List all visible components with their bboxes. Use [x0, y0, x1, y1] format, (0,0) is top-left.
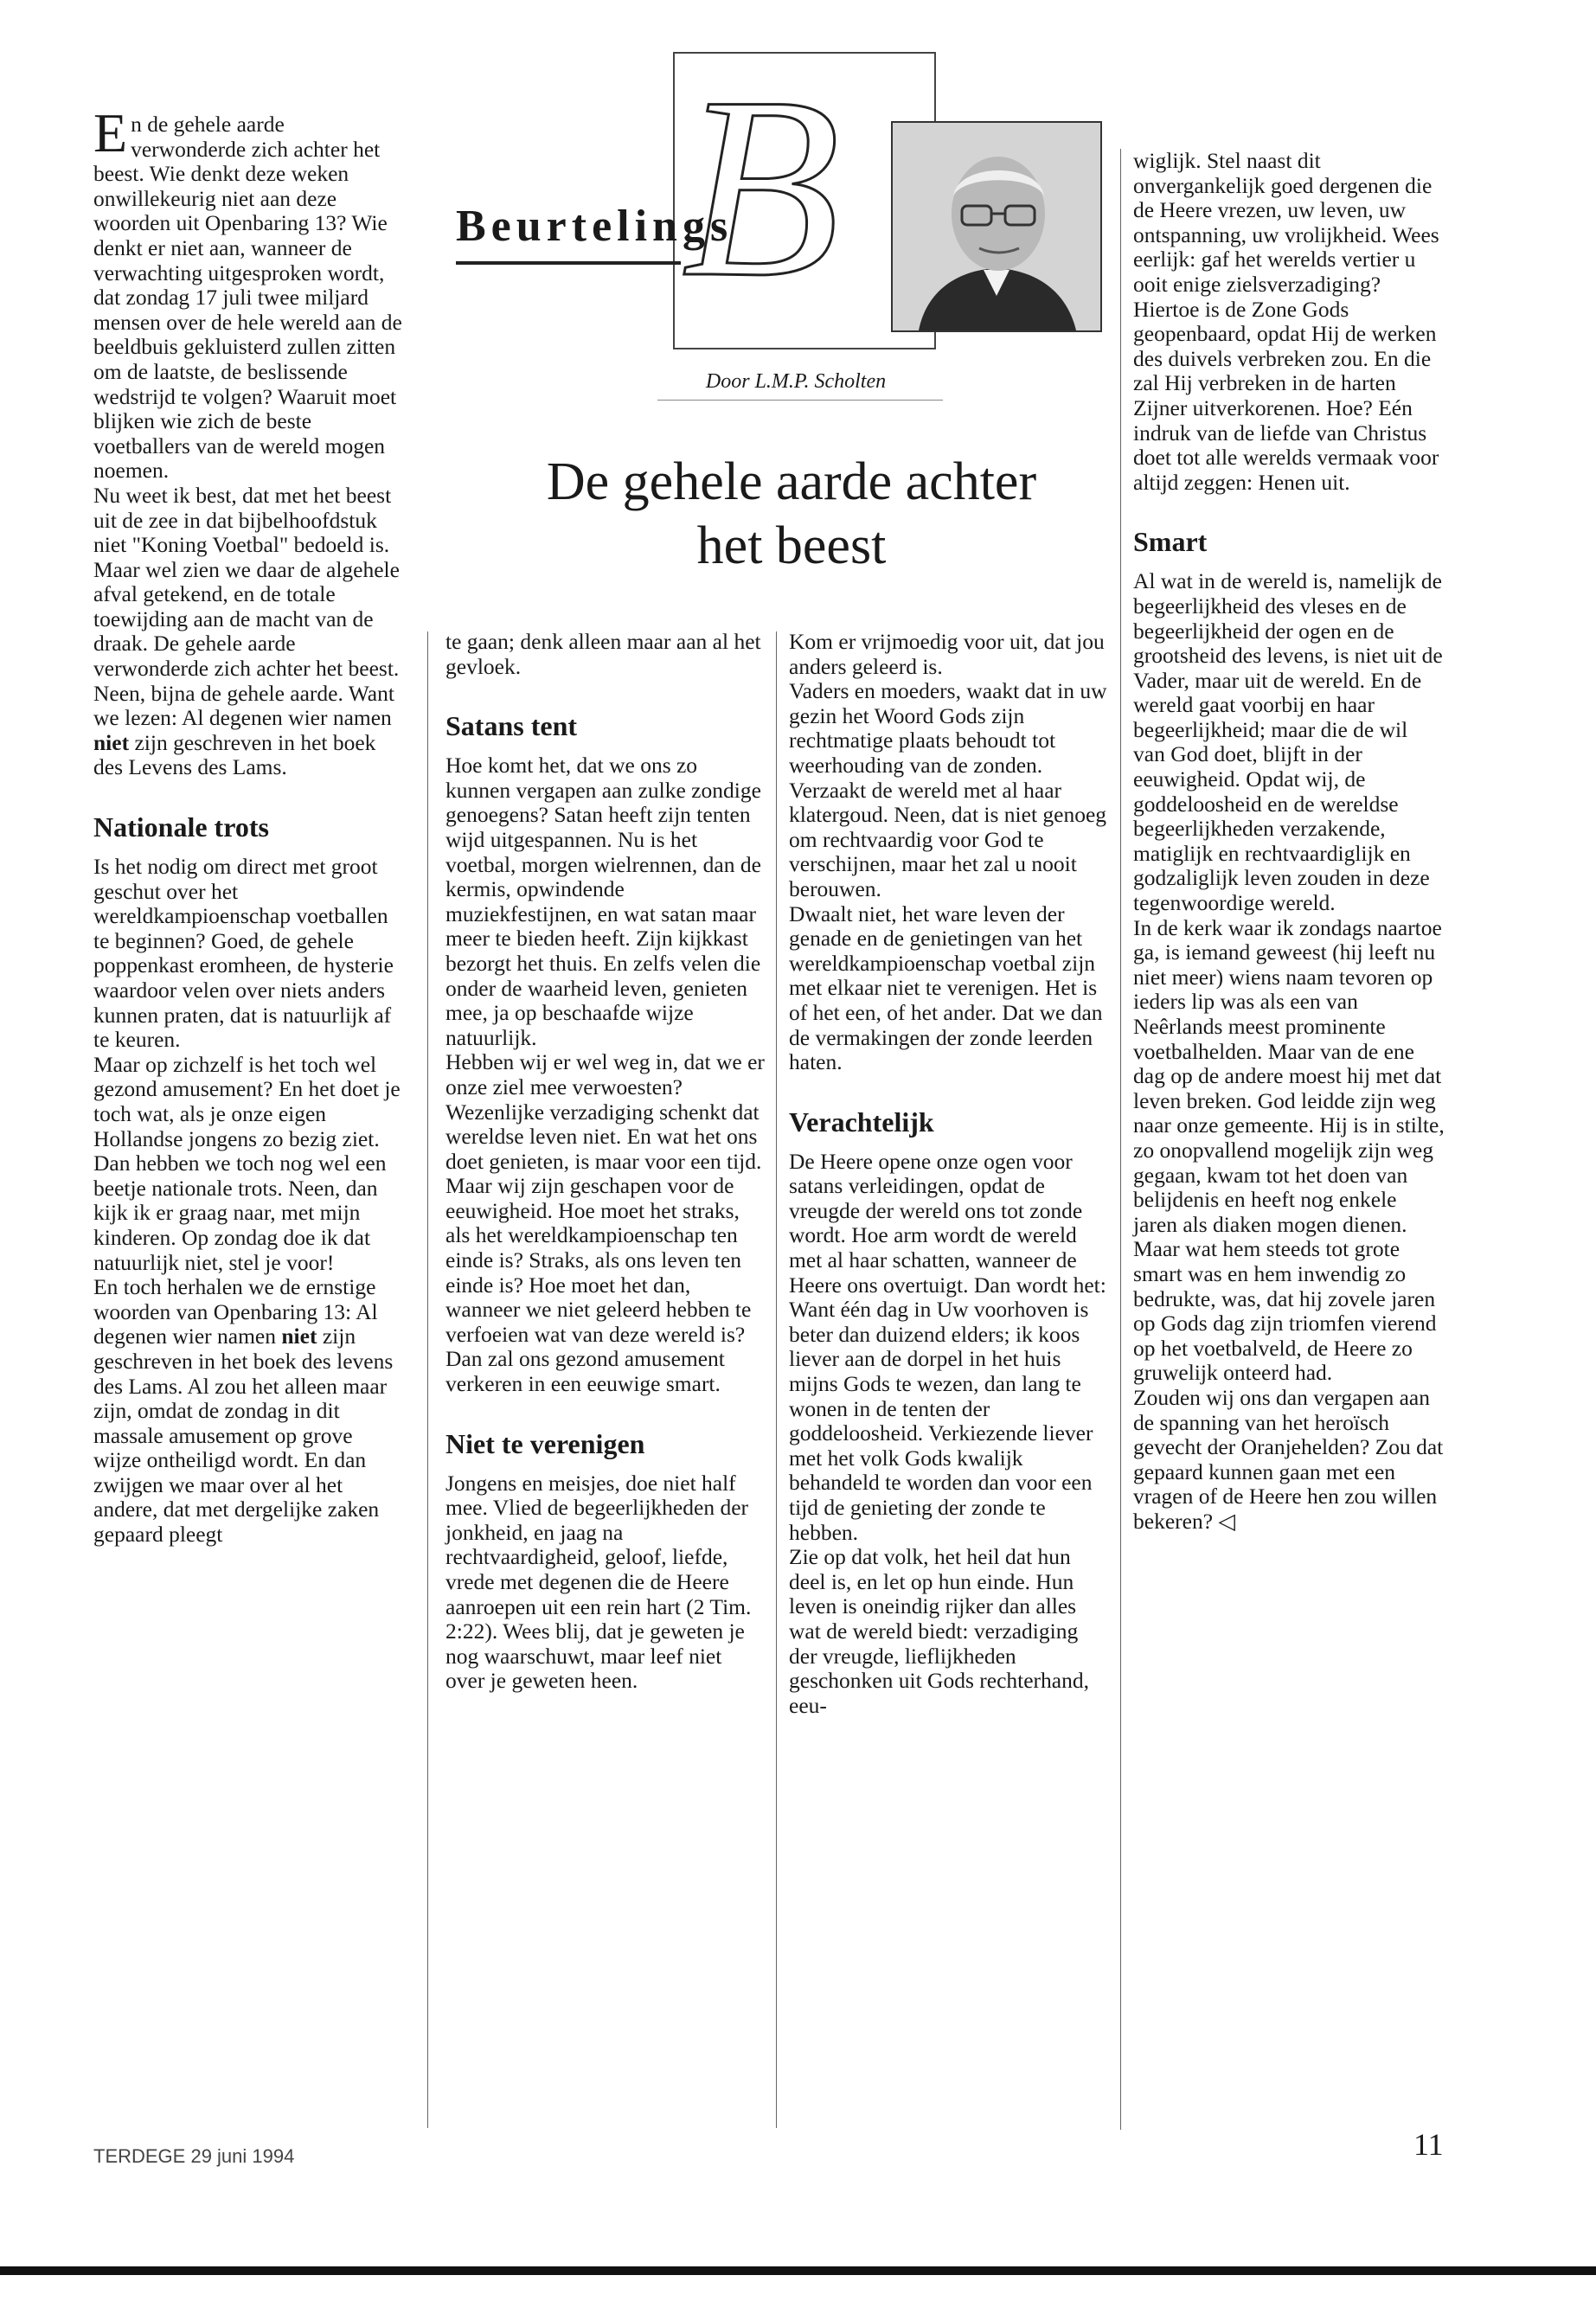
- paragraph-text: zijn geschreven in het boek des levens des Lams. Al zou het alleen maar zijn, omdat de zondag in dit massale amusement op grove wijze ontheiligd wordt. En dan zwijgen we maar over al het andere, dat met dergelijke zaken gepaard pleegt: [93, 1324, 394, 1548]
- paragraph: In de kerk waar ik zondags naartoe ga, is iemand geweest (hij leeft nu niet meer) wiens naam tevoren op ieders lip was als een van Neêrlands meest prominente voetbalhelden. Maar van de ene dag op de andere moest hij met dat leven breken. God leidde zijn weg naar onze gemeente. Hij is in stilte, zo onopvallend mogelijk zijn weg gegaan, kwam tot het doen van belijdenis en heeft nog enkele jaren als diaken mogen dienen.: [1133, 914, 1445, 1237]
- paragraph: Kom er vrijmoedig voor uit, dat jou anders geleerd is.: [789, 629, 1105, 679]
- bottom-bar: [0, 2266, 1596, 2275]
- decorative-letter-b: B: [682, 43, 841, 330]
- column-rule: [776, 631, 777, 2128]
- paragraph: [93, 102, 405, 484]
- paragraph: Maar op zichzelf is het toch wel gezond amusement? En het doet je toch wat, als je onze eigen Hollandse jongens zo bezig ziet. Dan hebben we toch nog wel een beetje nationale trots. Neen, dan kijk ik er graag naar, met mijn kinderen. Op zondag doe ik dat natuurlijk niet, stel je voor!: [93, 1051, 401, 1275]
- paragraph: wiglijk. Stel naast dit onvergankelijk goed dergenen die de Heere vrezen, uw leven, uw ontspanning, uw vrolijkheid. Wees eerlijk: gaf het werelds vertier u ooit enige zielsverzadiging?: [1133, 148, 1439, 297]
- paragraph: Zie op dat volk, het heil dat hun deel is, en let op hun einde. Hun leven is oneindig rijker dan alles wat de wereld biedt: verzadiging der vreugde, lieflijkheden geschonken uit Gods rechterhand, eeu-: [789, 1544, 1089, 1718]
- portrait-illustration: [893, 123, 1100, 330]
- paragraph: Nu weet ik best, dat met het beest uit de zee in dat bijbelhoofdstuk niet "Koning Voetbal" bedoeld is. Maar wel zien we daar de algehele afval getekend, en de totale toewijding aan de macht van de draak. De gehele aarde verwonderde zich achter het beest.: [93, 482, 400, 682]
- paragraph: Hiertoe is de Zone Gods geopenbaard, opdat Hij de werken des duivels verbreken zou. En die zal Hij verbreken in de harten Zijner uitverkorenen. Hoe? Eén indruk van de liefde van Christus doet tot alle werelds vermaak voor altijd zeggen: Henen uit.: [1133, 296, 1439, 495]
- paragraph: Hoe komt het, dat we ons zo kunnen vergapen aan zulke zondige genoegens? Satan heeft zijn tenten wijd uitgespannen. Nu is het voetbal, morgen wielrennen, dan de kermis, opwindende muziekfestijnen, en wat satan maar meer te bieden heeft. Zijn kijkkast bezorgt het thuis. En zelfs velen die onder de waarheid leven, genieten mee, ja op beschaafde wijze natuurlijk.: [445, 753, 761, 1050]
- paragraph: Jongens en meisjes, doe niet half mee. Vlied de begeerlijkheden der jonkheid, en jaag na rechtvaardigheid, geloof, liefde, vrede met degenen die de Heere aanroepen uit een rein hart (2 Tim. 2:22). Wees blij, dat je geweten je nog waarschuwt, maar leef niet over je geweten heen.: [445, 1470, 752, 1694]
- section-heading: Smart: [1133, 526, 1208, 558]
- footer-publication: TERDEGE 29 juni 1994: [93, 2145, 295, 2167]
- byline: Door L.M.P. Scholten: [705, 370, 887, 393]
- paragraph: Al wat in de wereld is, namelijk de begeerlijkheid des vleses en de begeerlijkheid der ogen en de grootsheid des levens, is niet uit de Vader, maar uit de wereld. En de wereld gaat voorbij en haar begeerlijkheid; maar die de wil van God doet, blijft in der eeuwigheid. Opdat wij, de goddeloosheid en de wereldse begeerlijkheden verzakende, matiglijk en rechtvaardiglijk en godzaliglijk leven zouden in deze tegenwoordige wereld.: [1133, 568, 1443, 916]
- paragraph: De Heere opene onze ogen voor satans verleidingen, opdat de vreugde der wereld ons tot zonde wordt. Hoe arm wordt de wereld met al haar schatten, wanneer de Heere ons overtuigt. Dan wordt het: Want één dag in Uw voorhoven is beter dan duizend elders; ik koos liever aan de dorpel in het huis mijns Gods te wezen, dan lang te wonen in de tenten der goddeloosheid. Verkiezende liever met het volk Gods kwalijk behandeld te worden dan voor een tijd de genieting der zonde te hebben.: [789, 1148, 1106, 1545]
- paragraph-text: En toch herhalen we de ernstige woorden van Openbaring 13: Al degenen wier namen: [93, 1274, 378, 1349]
- paragraph: Hebben wij er wel weg in, dat we er onze ziel mee verwoesten? Wezenlijke verzadiging schenkt dat wereldse leven niet. En wat het ons doet genieten, is maar voor een tijd. Maar wij zijn geschapen voor de eeuwigheid. Hoe moet het straks, als het wereldkampioenschap ten einde is? Straks, als ons leven ten einde is? Hoe moet het dan, wanneer we niet geleerd hebben te verfoeien wat van deze wereld is? Dan zal ons gezond amusement verkeren in een eeuwige smart.: [445, 1049, 765, 1397]
- title-line-1: De gehele aarde achter: [546, 452, 1037, 511]
- column-rule: [427, 631, 428, 2128]
- paragraph: [93, 1275, 405, 1548]
- series-title: Beurtelings: [456, 202, 734, 251]
- paragraph-text: zijn geschreven in het boek des Levens des Lams.: [93, 729, 376, 780]
- article-title: [445, 450, 1138, 578]
- paragraph-text: n de gehele aarde verwonderde zich achter het beest. Wie denkt deze weken onwillekeurig niet aan deze woorden uit Openbaring 13? Wie denkt er niet aan, wanneer de verwachting uitgesproken wordt, dat zondag 17 juli twee miljard mensen over de hele wereld aan de beeldbuis gekluisterd zullen zitten om de laatste, de beslissende wedstrijd te volgen? Waaruit moet blijken wie zich de beste voetballers van de wereld mogen noemen.: [93, 112, 402, 484]
- series-underline: [456, 261, 681, 265]
- section-heading: Verachtelijk: [789, 1106, 934, 1138]
- section-heading: Nationale trots: [93, 811, 269, 843]
- paragraph: [93, 682, 405, 780]
- paragraph: te gaan; denk alleen maar aan al het gevloek.: [445, 629, 761, 679]
- title-line-2: het beest: [696, 516, 887, 575]
- author-portrait: [891, 121, 1102, 332]
- byline-rule: [657, 400, 943, 401]
- paragraph: Is het nodig om direct met groot geschut over het wereldkampioenschap voetballen te beginnen? Goed, de gehele poppenkast eromheen, de hysterie waardoor velen over niets anders kunnen praten, dat is natuurlijk af te keuren.: [93, 854, 394, 1053]
- column-1: [93, 102, 405, 1548]
- paragraph: Vaders en moeders, waakt dat in uw gezin het Woord Gods zijn rechtmatige plaats behoudt tot weerhouding van de zonden. Verzaakt de wereld met al haar klatergoud. Neen, dat is niet genoeg om rechtvaardig voor God te verschijnen, maar het zal u nooit berouwen.: [789, 678, 1107, 901]
- emphasis: niet: [281, 1324, 317, 1349]
- column-4: [1133, 149, 1445, 1534]
- paragraph: Dwaalt niet, het ware leven der genade en de genietingen van het wereldkampioenschap voetbal zijn met elkaar niet te verenigen. Het is of het een, of het ander. Dat we dan de vermakingen der zonde leerden haten.: [789, 901, 1103, 1075]
- paragraph: Maar wat hem steeds tot grote smart was en hem inwendig zo bedrukte, was, dat hij zovele jaren op Gods dag zijn triomfen vierend op het voetbalveld, de Heere zo gruwelijk onteerd had.: [1133, 1236, 1437, 1386]
- page-number: 11: [1413, 2127, 1444, 2162]
- column-rule: [1120, 149, 1121, 2130]
- paragraph-text: Neen, bijna de gehele aarde. Want we lezen: Al degenen wier namen: [93, 680, 394, 731]
- section-heading: Satans tent: [445, 710, 578, 742]
- emphasis: niet: [93, 729, 130, 755]
- paragraph: Zouden wij ons dan vergapen aan de spanning van het heroïsch gevecht der Oranjehelden? Zou dat gepaard kunnen gaan met een vragen of de Heere hen zou willen bekeren? ◁: [1133, 1384, 1444, 1534]
- drop-cap: E: [93, 102, 128, 163]
- column-3: [789, 630, 1109, 1718]
- section-heading: Niet te verenigen: [445, 1427, 645, 1459]
- column-2: [445, 630, 766, 1694]
